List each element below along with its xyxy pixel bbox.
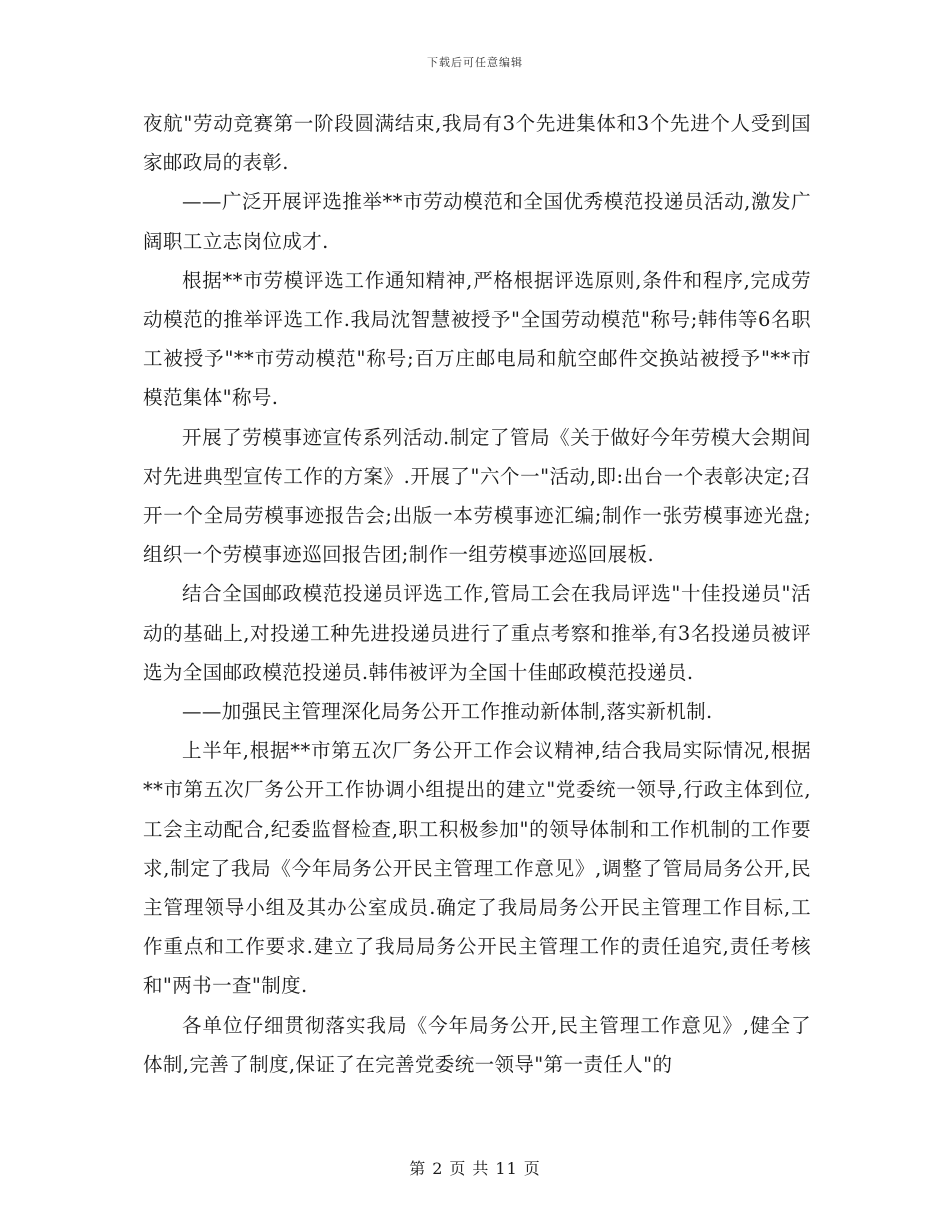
paragraph: 结合全国邮政模范投递员评选工作,管局工会在我局评选"十佳投递员"活动的基础上,对投递工种先进投递员进行了重点考察和推举,有3名投递员被评选为全国邮政模范投递员.韩伟被评为全国十佳邮政模范投递员. xyxy=(143,582,811,684)
paragraph-section-heading: ——广泛开展评选推举**市劳动模范和全国优秀模范投递员活动,激发广阔职工立志岗位成才. xyxy=(143,190,811,253)
footer-total-pages: 11 xyxy=(495,1159,518,1178)
paragraph-section-heading: ——加强民主管理深化局务公开工作推动新体制,落实新机制. xyxy=(182,700,713,724)
document-body xyxy=(143,104,811,1084)
paragraph: 各单位仔细贯彻落实我局《今年局务公开,民主管理工作意见》,健全了体制,完善了制度,保证了在完善党委统一领导"第一责任人"的 xyxy=(143,1013,811,1076)
paragraph: 根据**市劳模评选工作通知精神,严格根据评选原则,条件和程序,完成劳动模范的推举评选工作.我局沈智慧被授予"全国劳动模范"称号;韩伟等6名职工被授予"**市劳动模范"称号;百万庄邮电局和航空邮件交换站被授予"**市模范集体"称号. xyxy=(143,268,811,410)
paragraph: 开展了劳模事迹宣传系列活动.制定了管局《关于做好今年劳模大会期间对先进典型宣传工作的方案》.开展了"六个一"活动,即:出台一个表彰决定;召开一个全局劳模事迹报告会;出版一本劳模事迹汇编;制作一张劳模事迹光盘;组织一个劳模事迹巡回报告团;制作一组劳模事迹巡回展板. xyxy=(143,425,811,567)
footer-label-page: 页 xyxy=(449,1159,467,1178)
paragraph-continuation: 夜航"劳动竞赛第一阶段圆满结束,我局有3个先进集体和3个先进个人受到国家邮政局的表彰. xyxy=(143,112,811,175)
footer-label-total: 共 xyxy=(472,1159,490,1178)
page-footer xyxy=(0,1156,950,1179)
footer-label-suffix: 页 xyxy=(523,1159,541,1178)
paragraph: 上半年,根据**市第五次厂务公开工作会议精神,结合我局实际情况,根据**市第五次厂务公开工作协调小组提出的建立"党委统一领导,行政主体到位,工会主动配合,纪委监督检查,职工积极参加"的领导体制和工作机制的工作要求,制定了我局《今年局务公开民主管理工作意见》,调整了管局局务公开,民主管理领导小组及其办公室成员.确定了我局局务公开民主管理工作目标,工作重点和工作要求.建立了我局局务公开民主管理工作的责任追究,责任考核和"两书一查"制度. xyxy=(143,739,811,998)
page-header-note: 下载后可任意编辑 xyxy=(427,56,523,69)
footer-current-page: 2 xyxy=(432,1159,444,1178)
footer-label-prefix: 第 xyxy=(409,1159,427,1178)
